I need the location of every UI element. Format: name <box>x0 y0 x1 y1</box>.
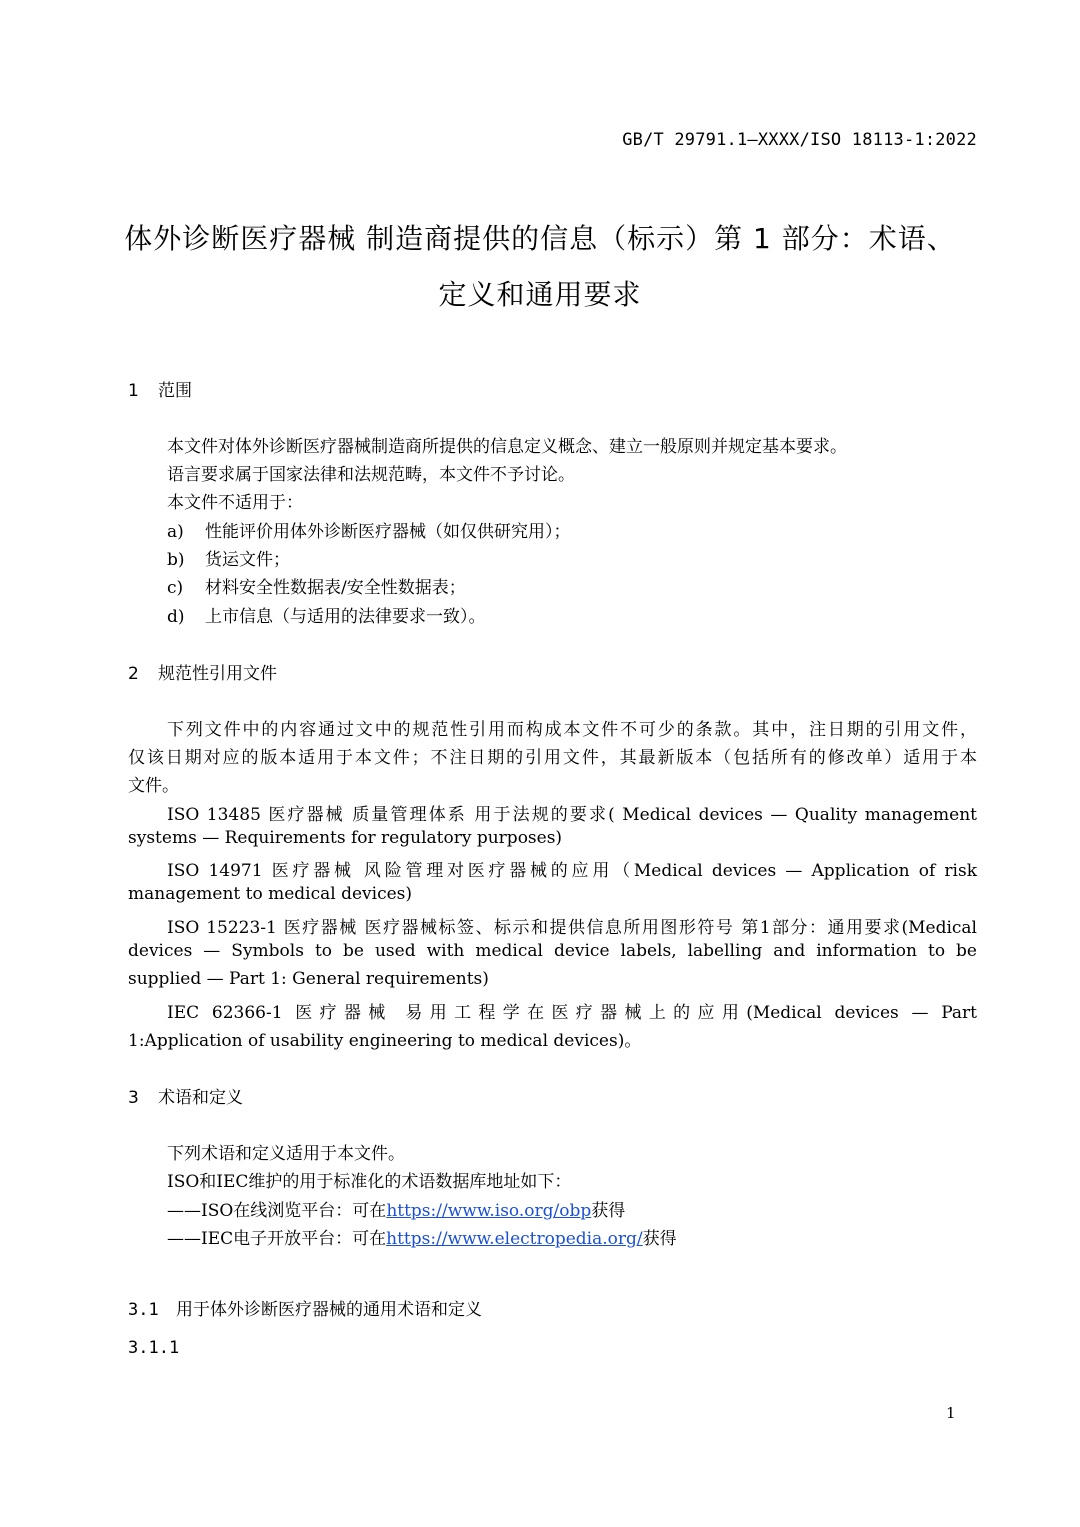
section-3-heading <box>128 1083 243 1108</box>
normative-intro-line: 下列文件中的内容通过文中的规范性引用而构成本文件不可少的条款。其中，注日期的引用文件， <box>167 720 977 740</box>
reference-iec-62366-1-cont: 1:Application of usability engineering to medical devices)。 <box>128 1031 642 1051</box>
section-number: 3.1 <box>128 1300 159 1320</box>
document-title-line-2: 定义和通用要求 <box>438 278 642 311</box>
list-item-text: 性能评价用体外诊断医疗器械（如仅供研究用）； <box>205 522 571 542</box>
iso-obp-prefix: ——ISO在线浏览平台：可在 <box>167 1201 387 1221</box>
section-number: 2 <box>128 664 139 684</box>
section-number: 3 <box>128 1088 139 1108</box>
scope-paragraph: 本文件不适用于： <box>167 493 303 513</box>
reference-iec-62366-1: IEC 62366-1 医疗器械 易用工程学在医疗器械上的应用(Medical devices — Part <box>167 1003 977 1023</box>
reference-iso-14971: ISO 14971 医疗器械 风险管理对医疗器械的应用（Medical devices — Application of risk <box>167 861 977 881</box>
terms-paragraph: 下列术语和定义适用于本文件。 <box>167 1144 405 1164</box>
reference-iso-15223-1-cont: supplied — Part 1: General requirements) <box>128 969 489 989</box>
iec-electropedia-line <box>167 1224 677 1249</box>
scope-paragraph: 语言要求属于国家法律和法规范畴，本文件不予讨论。 <box>167 465 575 485</box>
reference-iso-15223-1-cont: devices — Symbols to be used with medical device labels, labelling and information to be <box>128 941 977 961</box>
iso-obp-suffix: 获得 <box>591 1201 626 1221</box>
section-number: 1 <box>128 381 139 401</box>
reference-iso-13485-cont: systems — Requirements for regulatory purposes) <box>128 828 563 848</box>
list-item-text: 上市信息（与适用的法律要求一致）。 <box>205 607 486 627</box>
reference-iso-14971-cont: management to medical devices) <box>128 884 413 904</box>
page-number: 1 <box>946 1404 956 1422</box>
iec-electropedia-link[interactable]: https://www.electropedia.org/ <box>386 1229 643 1249</box>
section-title: 规范性引用文件 <box>158 664 277 684</box>
list-item <box>167 573 466 598</box>
list-marker: d) <box>167 607 185 627</box>
normative-intro-line: 仅该日期对应的版本适用于本文件；不注日期的引用文件，其最新版本（包括所有的修改单）适用于本 <box>128 748 977 768</box>
list-marker: a) <box>167 522 184 542</box>
iec-electropedia-suffix: 获得 <box>642 1229 677 1249</box>
list-item-text: 材料安全性数据表/安全性数据表； <box>205 578 466 598</box>
document-code: GB/T 29791.1—XXXX/ISO 18113-1:2022 <box>622 130 977 150</box>
section-title: 术语和定义 <box>158 1088 243 1108</box>
list-item <box>167 517 571 542</box>
section-title: 范围 <box>158 381 192 401</box>
iec-electropedia-prefix: ——IEC电子开放平台：可在 <box>167 1229 387 1249</box>
reference-iso-13485: ISO 13485 医疗器械 质量管理体系 用于法规的要求( Medical devices — Quality management <box>167 805 977 825</box>
list-item <box>167 602 486 627</box>
normative-intro-line: 文件。 <box>128 776 179 796</box>
section-title: 用于体外诊断医疗器械的通用术语和定义 <box>176 1300 482 1320</box>
list-item <box>167 545 290 570</box>
section-3-1-heading <box>128 1295 482 1320</box>
scope-paragraph: 本文件对体外诊断医疗器械制造商所提供的信息定义概念、建立一般原则并规定基本要求。 <box>167 437 847 457</box>
list-marker: c) <box>167 578 184 598</box>
document-title-line-1: 体外诊断医疗器械 制造商提供的信息（标示）第 1 部分：术语、 <box>124 222 956 255</box>
section-3-1-1-heading: 3.1.1 <box>128 1338 180 1358</box>
iso-obp-link[interactable]: https://www.iso.org/obp <box>386 1201 592 1221</box>
reference-iso-15223-1: ISO 15223-1 医疗器械 医疗器械标签、标示和提供信息所用图形符号 第1部分：通用要求(Medical <box>167 918 977 938</box>
list-marker: b) <box>167 550 185 570</box>
terms-paragraph: ISO和IEC维护的用于标准化的术语数据库地址如下： <box>167 1172 572 1192</box>
iso-obp-line <box>167 1196 625 1221</box>
section-2-heading <box>128 659 277 684</box>
list-item-text: 货运文件； <box>205 550 290 570</box>
section-1-heading <box>128 376 192 401</box>
